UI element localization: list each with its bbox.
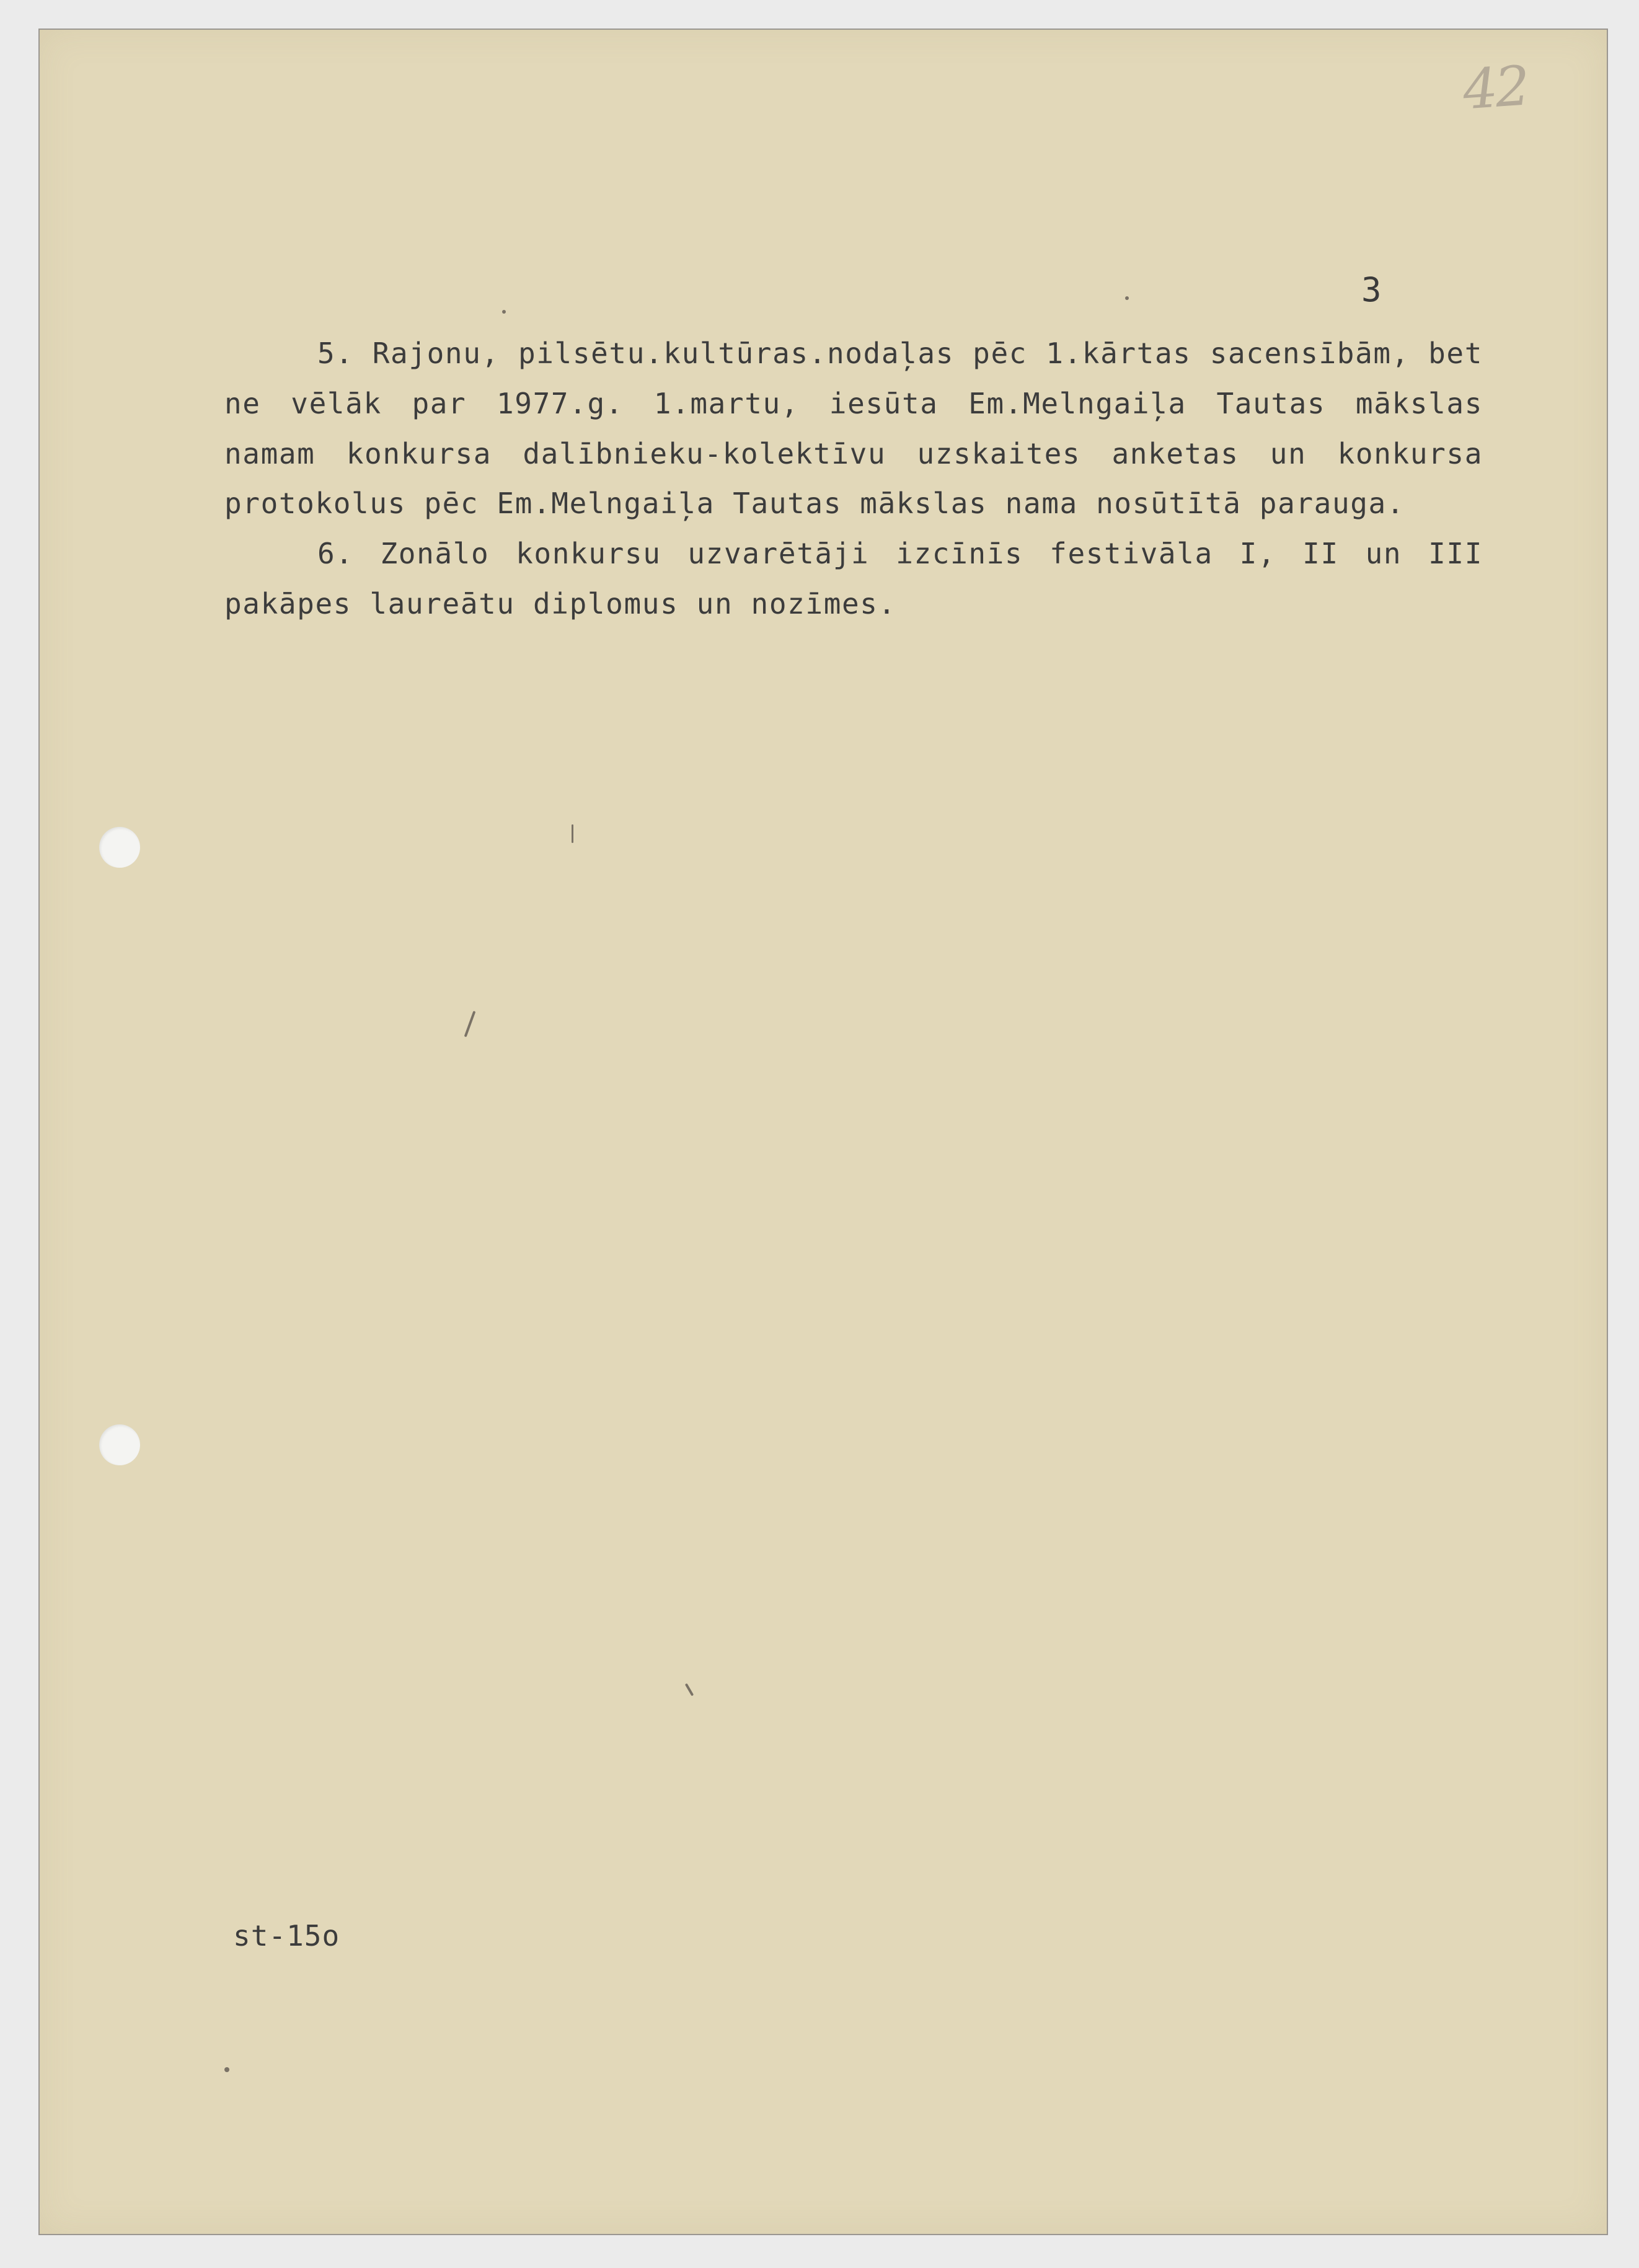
punch-hole — [99, 827, 140, 868]
paper-speck — [1125, 296, 1129, 300]
punch-hole — [99, 1424, 140, 1465]
paper-speck — [224, 2067, 229, 2072]
paragraph-6: 6. Zonālo konkursu uzvarētāji izcīnīs festivāla I, II un III pakāpes laureātu diplomus un nozīmes. — [224, 537, 1483, 620]
paper-speck — [572, 824, 573, 843]
paragraph-5: 5. Rajonu, pilsētu.kultūras.nodaļas pēc 1.kārtas sacensībām, bet ne vēlāk par 1977.g. 1.martu, iesūta Em.Melngaiļa Tautas mākslas namam konkursa dalībnieku-kolektīvu uzskaites anketas un konkursa protokolus pēc Em.Melngaiļa Tautas mākslas nama nosūtītā parauga. — [224, 337, 1483, 521]
page-number: 3 — [1361, 270, 1382, 309]
document-body — [224, 329, 1483, 629]
footer-code: st-15o — [233, 1919, 340, 1953]
paper-speck — [502, 310, 506, 314]
archive-number-handwritten: 42 — [1460, 53, 1530, 122]
